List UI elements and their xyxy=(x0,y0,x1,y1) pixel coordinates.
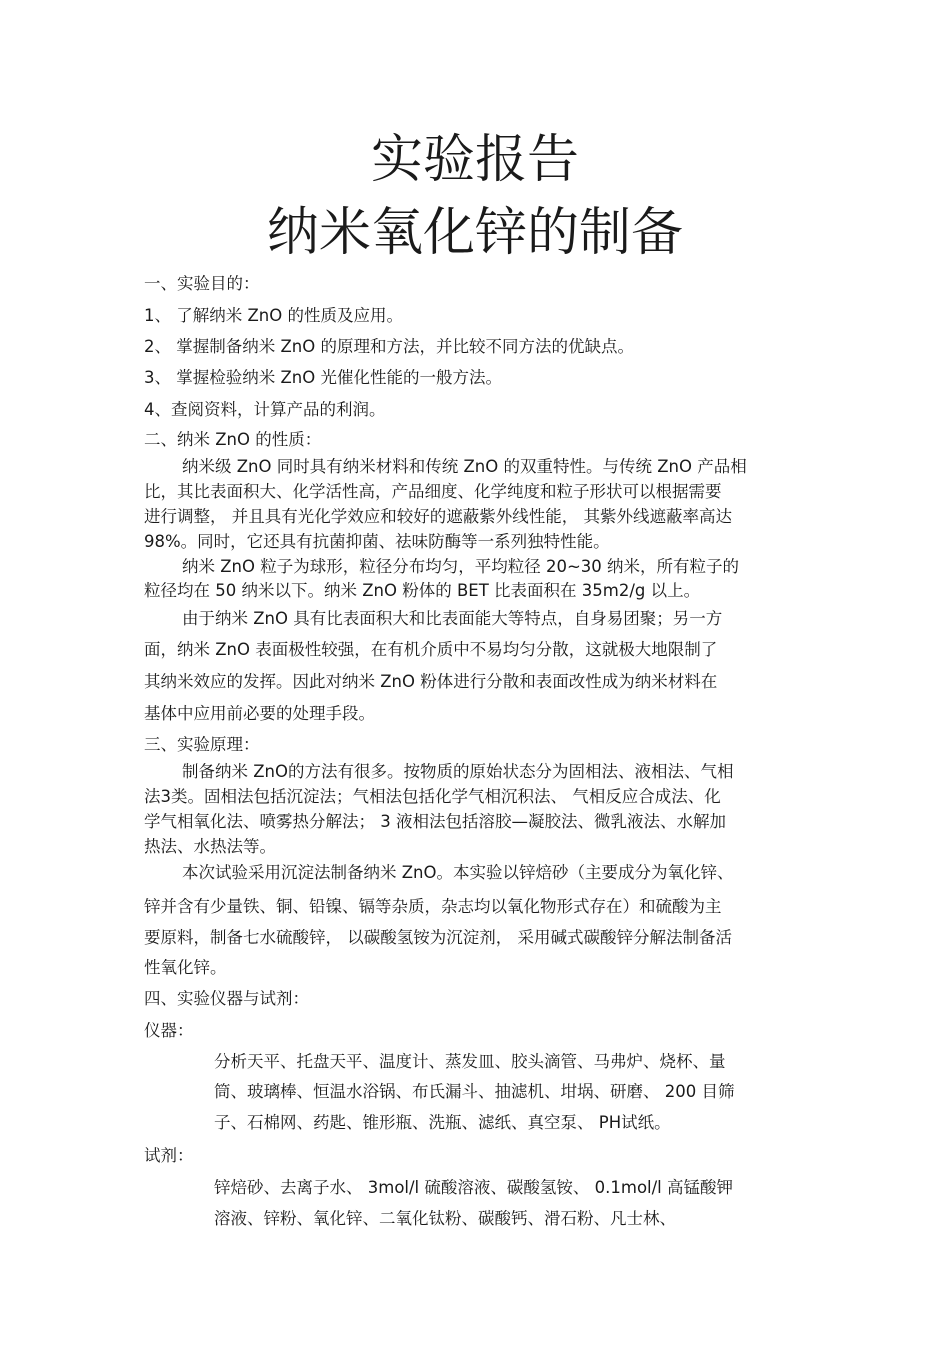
reagents-line: 锌焙砂、去离子水、 3mol/l 硫酸溶液、碳酸氢铵、 0.1mol/l 高锰酸钾 xyxy=(214,1178,734,1197)
paragraph-line: 纳米级 ZnO 同时具有纳米材料和传统 ZnO 的双重特性。与传统 ZnO 产品相 xyxy=(182,457,747,476)
instruments-line: 子、石棉网、药匙、锥形瓶、洗瓶、滤纸、真空泵、 PH试纸。 xyxy=(214,1113,671,1132)
reagents-label: 试剂： xyxy=(144,1146,194,1165)
paragraph-line: 进行调整， 并且具有光化学效应和较好的遮蔽紫外线性能， 其紫外线遮蔽率高达 xyxy=(144,507,732,526)
paragraph-line: 性氧化锌。 xyxy=(144,958,227,977)
paragraph-line: 比，其比表面积大、化学活性高，产品细度、化学纯度和粒子形状可以根据需要 xyxy=(144,482,722,501)
paragraph-line: 面，纳米 ZnO 表面极性较强，在有机介质中不易均匀分散，这就极大地限制了 xyxy=(144,640,718,659)
instruments-label: 仪器： xyxy=(144,1021,194,1040)
reagents-line: 溶液、锌粉、氧化锌、二氧化钛粉、碳酸钙、滑石粉、凡士林、 xyxy=(214,1209,676,1228)
paragraph-line: 热法、水热法等。 xyxy=(144,837,276,856)
purpose-item: 3、 掌握检验纳米 ZnO 光催化性能的一般方法。 xyxy=(144,368,502,387)
section-heading-apparatus: 四、实验仪器与试剂： xyxy=(144,989,309,1008)
paragraph-line: 其纳米效应的发挥。因此对纳米 ZnO 粉体进行分散和表面改性成为纳米材料在 xyxy=(144,672,718,691)
section-heading-purpose: 一、实验目的： xyxy=(144,274,260,293)
paragraph-line: 纳米 ZnO 粒子为球形，粒径分布均匀，平均粒径 20~30 纳米，所有粒子的 xyxy=(182,557,740,576)
paragraph-line: 要原料，制备七水硫酸锌， 以碳酸氢铵为沉淀剂， 采用碱式碳酸锌分解法制备活 xyxy=(144,928,732,947)
instruments-line: 分析天平、托盘天平、温度计、蒸发皿、胶头滴管、马弗炉、烧杯、量 xyxy=(214,1052,726,1071)
paragraph-line: 本次试验采用沉淀法制备纳米 ZnO。本实验以锌焙砂（主要成分为氧化锌、 xyxy=(182,863,734,882)
paragraph-line: 粒径均在 50 纳米以下。纳米 ZnO 粉体的 BET 比表面积在 35m2/g 以上。 xyxy=(144,581,701,600)
paragraph-line: 98%。同时，它还具有抗菌抑菌、祛味防酶等一系列独特性能。 xyxy=(144,532,610,551)
paragraph-line: 基体中应用前必要的处理手段。 xyxy=(144,704,375,723)
paragraph-line: 法3类。固相法包括沉淀法；气相法包括化学气相沉积法、 气相反应合成法、化 xyxy=(144,787,721,806)
report-title: 实验报告 xyxy=(370,130,579,190)
paragraph-line: 制备纳米 ZnO的方法有很多。按物质的原始状态分为固相法、液相法、气相 xyxy=(182,762,734,781)
report-subtitle: 纳米氧化锌的制备 xyxy=(266,203,683,263)
instruments-line: 筒、玻璃棒、恒温水浴锅、布氏漏斗、抽滤机、坩埚、研磨、 200 目筛 xyxy=(214,1082,735,1101)
purpose-item: 2、 掌握制备纳米 ZnO 的原理和方法，并比较不同方法的优缺点。 xyxy=(144,337,634,356)
section-heading-properties: 二、纳米 ZnO 的性质： xyxy=(144,430,322,449)
section-heading-principle: 三、实验原理： xyxy=(144,735,260,754)
purpose-item: 1、 了解纳米 ZnO 的性质及应用。 xyxy=(144,306,403,325)
paragraph-line: 锌并含有少量铁、铜、铅镍、镉等杂质，杂志均以氧化物形式存在）和硫酸为主 xyxy=(144,897,722,916)
paragraph-line: 学气相氧化法、喷雾热分解法； 3 液相法包括溶胶—凝胶法、微乳液法、水解加 xyxy=(144,812,726,831)
purpose-item: 4、查阅资料，计算产品的利润。 xyxy=(144,400,386,419)
paragraph-line: 由于纳米 ZnO 具有比表面积大和比表面能大等特点，自身易团聚；另一方 xyxy=(182,609,723,628)
